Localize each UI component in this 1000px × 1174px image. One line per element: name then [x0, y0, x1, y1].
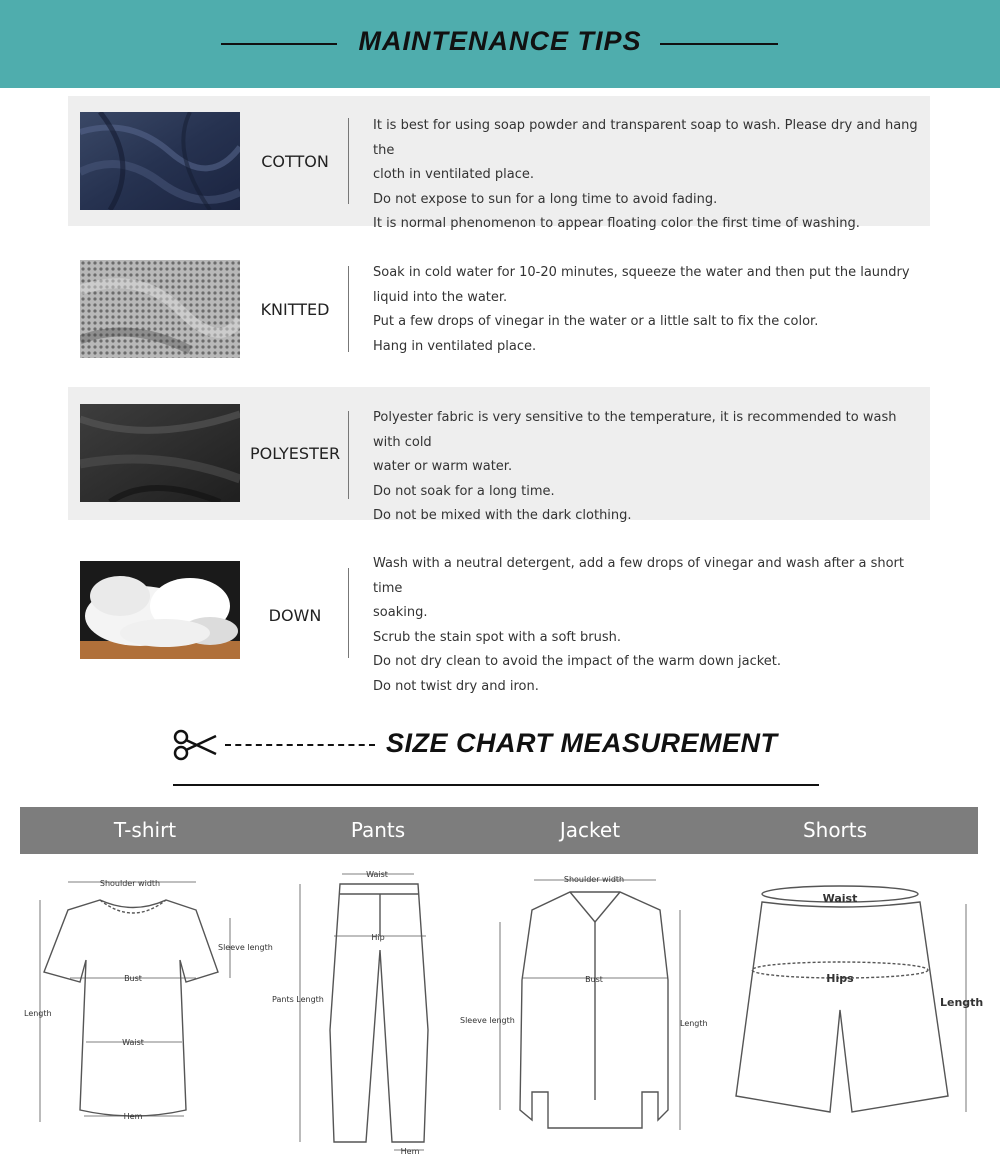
- maintenance-title: MAINTENANCE TIPS: [358, 26, 642, 56]
- tip: Hang in ventilated place.: [373, 338, 537, 354]
- scissors-icon: [172, 728, 220, 762]
- label-shoulder-width: Shoulder width: [99, 879, 161, 888]
- divider: [348, 568, 349, 658]
- label-jacket-shoulder: Shoulder width: [563, 875, 625, 884]
- tip: Do not dry clean to avoid the impact of the warm down jacket.: [373, 654, 782, 669]
- label-bust: Bust: [124, 974, 142, 983]
- label-hip: Hip: [371, 933, 385, 942]
- label-jacket-length: Length: [680, 1019, 708, 1028]
- tip: Soak in cold water for 10-20 minutes, squeeze the water and then put the laundry: [373, 265, 910, 280]
- tip: cloth in ventilated place.: [373, 167, 534, 182]
- knitted-tips: [373, 261, 928, 359]
- pants-outline: [330, 884, 428, 1142]
- tip: soaking.: [373, 605, 428, 620]
- label-waist: Waist: [122, 1038, 144, 1047]
- fabric-name-knitted: KNITTED: [260, 300, 330, 319]
- jacket-outline: [520, 892, 668, 1128]
- tip: Put a few drops of vinegar in the water or a little salt to fix the color.: [373, 314, 819, 329]
- cotton-tips: [373, 114, 928, 237]
- label-jacket-bust: Bust: [585, 975, 603, 984]
- size-diagrams: [0, 860, 1000, 1160]
- polyester-swatch-icon: [80, 404, 240, 502]
- label-hem: Hem: [123, 1112, 143, 1121]
- label-sleeve-length: Sleeve length: [218, 943, 273, 952]
- fabric-name-cotton: COTTON: [261, 152, 329, 171]
- size-chart-title: SIZE CHART MEASUREMENT: [386, 728, 778, 758]
- garment-jacket: Jacket: [559, 818, 621, 842]
- tip: Polyester fabric is very sensitive to the temperature, it is recommended to wash with cold: [373, 410, 897, 450]
- label-length: Length: [24, 1009, 52, 1018]
- label-shorts-hips: Hips: [826, 972, 854, 985]
- cotton-swatch-icon: [80, 112, 240, 210]
- fabric-name-polyester: POLYESTER: [250, 444, 341, 463]
- label-shorts-length: Length: [940, 996, 984, 1009]
- down-swatch-icon: [80, 561, 240, 659]
- tip: It is normal phenomenon to appear floating color the first time of washing.: [373, 216, 860, 231]
- label-shorts-waist: Waist: [822, 892, 858, 905]
- garment-diagrams: [0, 860, 1000, 1160]
- tshirt-outline: [44, 900, 218, 1116]
- tip: liquid into the water.: [373, 289, 508, 305]
- garment-pants: Pants: [350, 818, 406, 842]
- tip: Do not be mixed with the dark clothing.: [373, 508, 632, 523]
- garment-header-bar: [20, 807, 978, 854]
- fabric-row-knitted: [68, 242, 930, 372]
- garment-shorts: Shorts: [802, 818, 868, 842]
- size-chart-rule: [173, 784, 819, 786]
- down-tips: [373, 552, 928, 699]
- banner-line-right: [660, 43, 778, 45]
- fabric-row-down: [68, 536, 930, 694]
- label-pants-waist: Waist: [366, 870, 388, 879]
- divider: [348, 266, 349, 352]
- tip: water or warm water.: [373, 459, 513, 474]
- maintenance-banner: [0, 0, 1000, 88]
- tip: Do not soak for a long time.: [373, 483, 555, 499]
- tip: Do not twist dry and iron.: [373, 678, 539, 694]
- label-pants-length: Pants Length: [272, 995, 324, 1004]
- divider: [348, 411, 349, 499]
- knitted-swatch-icon: [80, 260, 240, 358]
- fabric-row-cotton: [68, 96, 930, 231]
- label-jacket-sleeve: Sleeve length: [460, 1016, 515, 1025]
- polyester-tips: [373, 406, 928, 529]
- garment-tshirt: T-shirt: [113, 818, 177, 842]
- fabric-name-down: DOWN: [268, 606, 322, 625]
- cut-line: [225, 744, 375, 746]
- label-pants-hem: Hem: [400, 1147, 420, 1156]
- fabric-row-polyester: [68, 387, 930, 523]
- tip: Scrub the stain spot with a soft brush.: [373, 629, 621, 645]
- tip: It is best for using soap powder and transparent soap to wash. Please dry and hang the: [373, 118, 918, 158]
- shorts-outline: [736, 902, 948, 1112]
- tip: Do not expose to sun for a long time to avoid fading.: [373, 191, 718, 207]
- tip: Wash with a neutral detergent, add a few drops of vinegar and wash after a short time: [373, 556, 904, 596]
- divider: [348, 118, 349, 204]
